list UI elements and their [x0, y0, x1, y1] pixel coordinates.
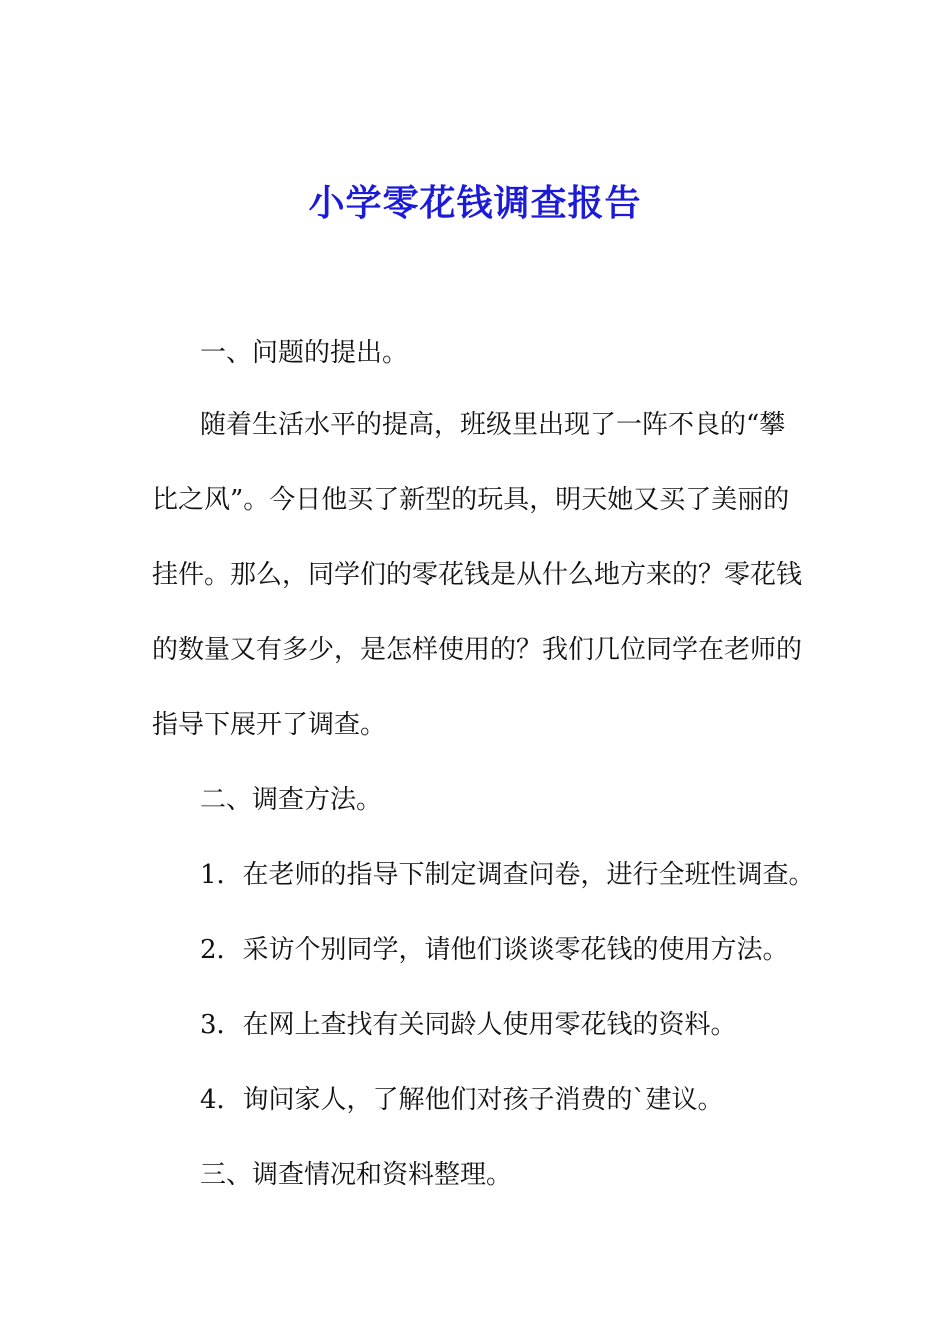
- list-item-1: 1．在老师的指导下制定调查问卷，进行全班性调查。: [200, 860, 815, 890]
- section-heading-1: 一、问题的提出。: [200, 338, 409, 368]
- paragraph-line-1: 随着生活水平的提高，班级里出现了一阵不良的“攀: [200, 410, 786, 440]
- paragraph-line-4: 的数量又有多少，是怎样使用的？我们几位同学在老师的: [152, 635, 803, 665]
- paragraph-line-3: 挂件。那么，同学们的零花钱是从什么地方来的？零花钱: [152, 560, 803, 590]
- list-item-2: 2．采访个别同学，请他们谈谈零花钱的使用方法。: [200, 935, 789, 965]
- list-item-3: 3．在网上查找有关同龄人使用零花钱的资料。: [200, 1010, 737, 1040]
- section-heading-3: 三、调查情况和资料整理。: [200, 1160, 513, 1190]
- section-heading-2: 二、调查方法。: [200, 785, 383, 815]
- list-item-4: 4．询问家人，了解他们对孩子消费的`建议。: [200, 1085, 724, 1115]
- paragraph-line-5: 指导下展开了调查。: [152, 710, 387, 740]
- document-body: [152, 0, 815, 1344]
- document-title: 小学零花钱调查报告: [308, 182, 642, 224]
- paragraph-line-2: 比之风”。今日他买了新型的玩具，明天她又买了美丽的: [152, 485, 790, 515]
